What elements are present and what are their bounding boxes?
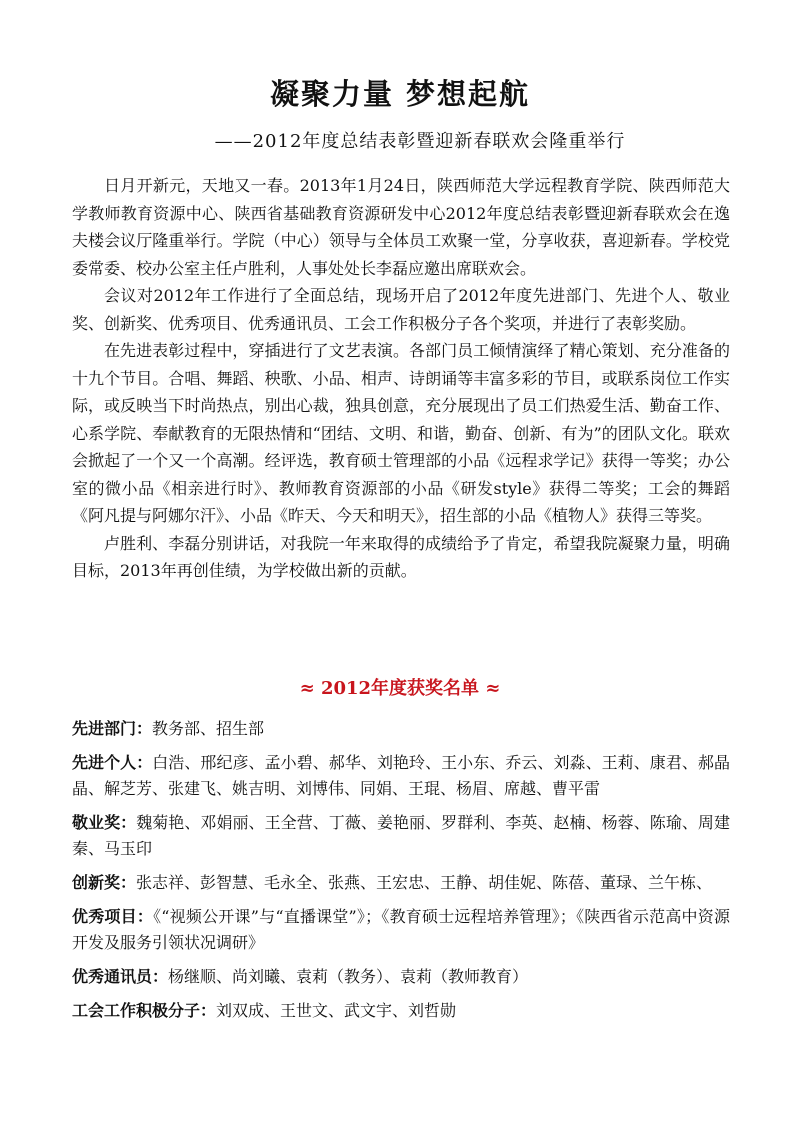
paragraph: 会议对2012年工作进行了全面总结，现场开启了2012年度先进部门、先进个人、敬业奖、创新奖、优秀项目、优秀通讯员、工会工作积极分子各个奖项，并进行了表彰奖励。 xyxy=(72,286,730,333)
award-names: 教务部、招生部 xyxy=(152,719,265,738)
award-item-advanced-departments xyxy=(72,716,730,742)
award-label: 工会工作积极分子： xyxy=(72,1001,217,1020)
award-item-advanced-individuals xyxy=(72,750,730,802)
award-item-innovation xyxy=(72,870,730,896)
award-label: 创新奖： xyxy=(72,873,137,892)
award-label: 优秀通讯员： xyxy=(72,967,169,986)
award-item-correspondents xyxy=(72,964,730,990)
award-item-excellent-projects xyxy=(72,904,730,956)
award-names: 张志祥、彭智慧、毛永全、张燕、王宏忠、王静、胡佳妮、陈蓓、董琭、兰午栋、 xyxy=(136,873,713,892)
article-body xyxy=(72,172,730,585)
award-names: 魏菊艳、邓娟丽、王全营、丁薇、姜艳丽、罗群利、李英、赵楠、杨蓉、陈瑜、周建秦、马玉印 xyxy=(72,813,730,858)
award-item-union-activists xyxy=(72,998,730,1024)
awards-heading: ≈ 2012年度获奖名单 ≈ xyxy=(299,678,501,699)
award-names: 刘双成、王世文、武文宇、刘哲勋 xyxy=(216,1001,457,1020)
awards-list xyxy=(72,716,730,1032)
award-label: 敬业奖： xyxy=(72,813,137,832)
award-label: 先进个人： xyxy=(72,753,153,772)
award-item-dedication xyxy=(72,810,730,862)
document-subtitle: ——2012年度总结表彰暨迎新春联欢会隆重举行 xyxy=(214,131,626,152)
award-label: 优秀项目： xyxy=(72,907,154,926)
award-label: 先进部门： xyxy=(72,719,153,738)
award-names: 白浩、邢纪彦、孟小碧、郝华、刘艳玲、王小东、乔云、刘淼、王莉、康君、郝晶晶、解芝芳、张建飞、姚吉明、刘博伟、同娟、王琨、杨眉、席越、曹平雷 xyxy=(72,753,730,798)
paragraph: 卢胜利、李磊分别讲话，对我院一年来取得的成绩给予了肯定，希望我院凝聚力量，明确目标，2013年再创佳绩，为学校做出新的贡献。 xyxy=(72,533,730,580)
award-names: 杨继顺、尚刘曦、袁莉（教务）、袁莉（教师教育） xyxy=(168,967,529,986)
document-title: 凝聚力量 梦想起航 xyxy=(269,77,531,111)
award-names: 《“视频公开课”与“直播课堂”》；《教育硕士远程培养管理》；《陕西省示范高中资源开发及服务引领状况调研》 xyxy=(72,907,730,952)
paragraph: 日月开新元，天地又一春。2013年1月24日，陕西师范大学远程教育学院、陕西师范大学教师教育资源中心、陕西省基础教育资源研发中心2012年度总结表彰暨迎新春联欢会在逸夫楼会议厅隆重举行。学院（中心）领导与全体员工欢聚一堂，分享收获，喜迎新春。学校党委常委、校办公室主任卢胜利，人事处处长李磊应邀出席联欢会。 xyxy=(72,176,730,278)
paragraph: 在先进表彰过程中，穿插进行了文艺表演。各部门员工倾情演绎了精心策划、充分准备的十九个节目。合唱、舞蹈、秧歌、小品、相声、诗朗诵等丰富多彩的节目，或联系岗位工作实际，或反映当下时尚热点，别出心裁，独具创意，充分展现出了员工们热爱生活、勤奋工作、心系学院、奉献教育的无限热情和“团结、文明、和谐，勤奋、创新、有为”的团队文化。联欢会掀起了一个又一个高潮。经评选，教育硕士管理部的小品《远程求学记》获得一等奖；办公室的微小品《相亲进行时》、教师教育资源部的小品《研发style》获得二等奖；工会的舞蹈《阿凡提与阿娜尔汗》、小品《昨天、今天和明天》，招生部的小品《植物人》获得三等奖。 xyxy=(72,341,730,525)
